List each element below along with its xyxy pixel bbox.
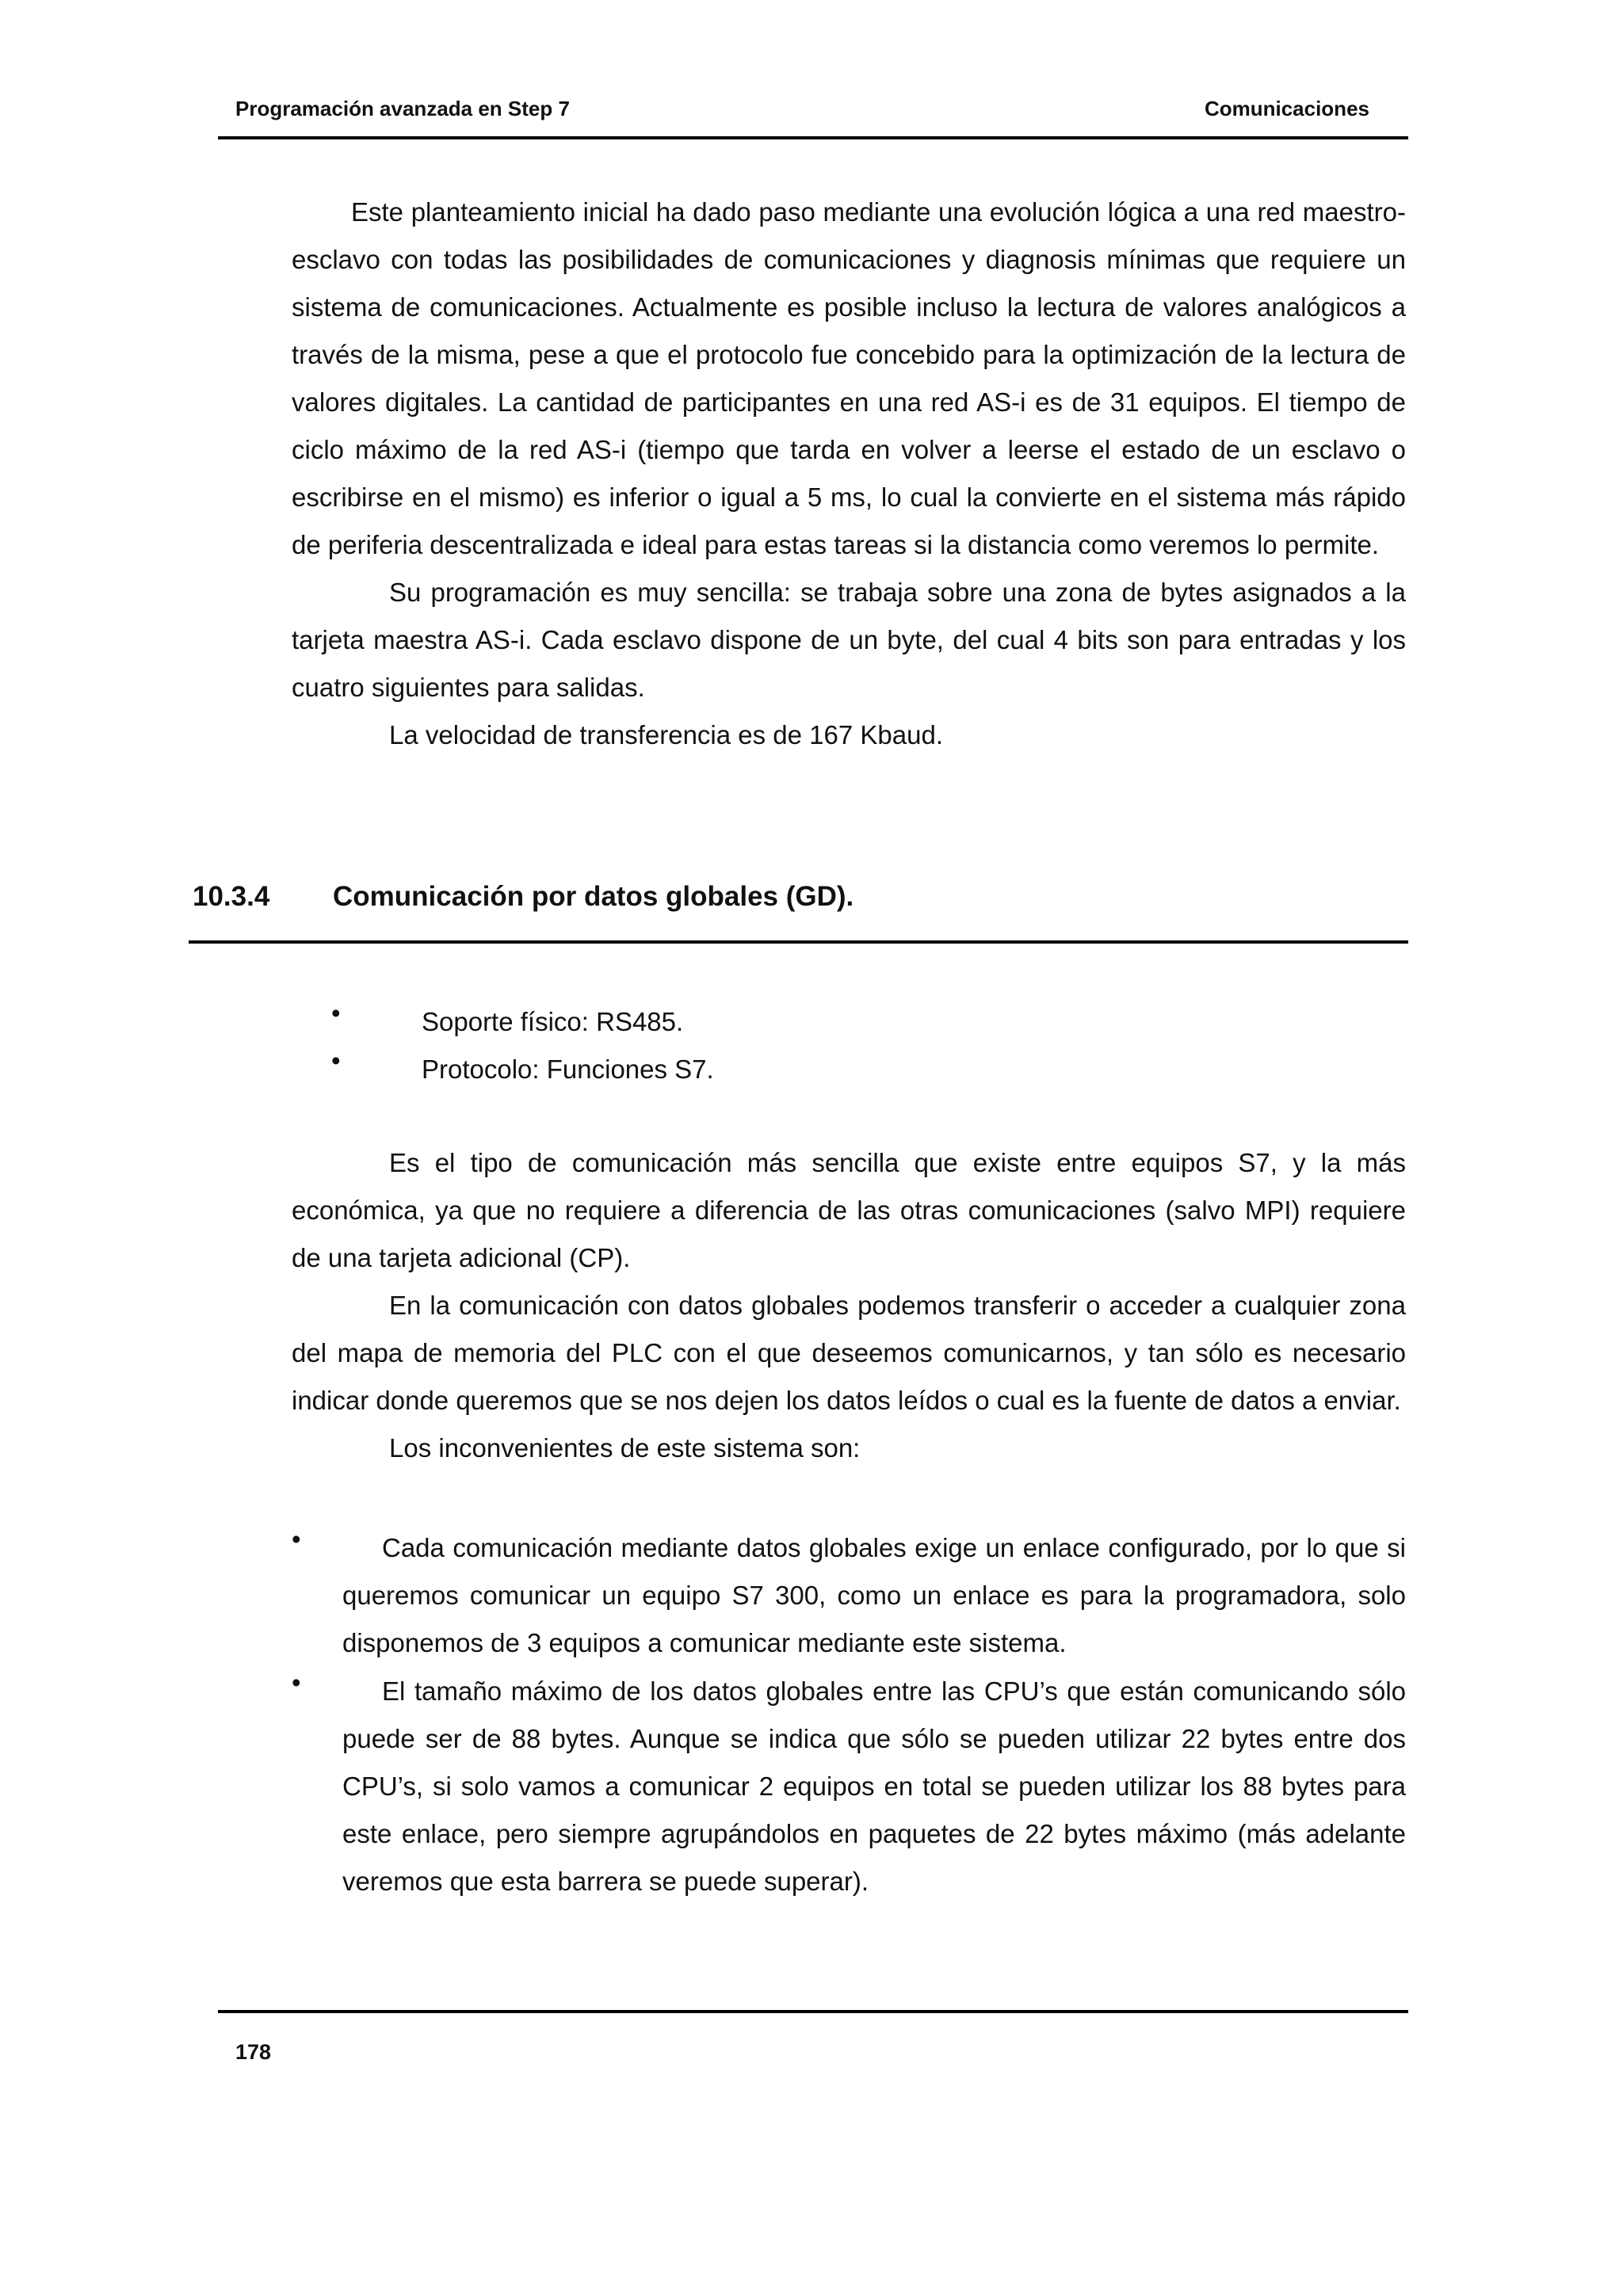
section-number: 10.3.4	[193, 881, 270, 912]
bullet-marker: •	[331, 1046, 341, 1075]
drawback-text: Cada comunicación mediante datos globales exige un enlace configurado, por lo que si queremos comunicar un equipo S7 300, como un enlace es para la programadora, solo disponemos de 3 equipos a comunicar mediante este sistema.	[342, 1533, 1406, 1657]
intro-paragraph-1: Este planteamiento inicial ha dado paso mediante una evolución lógica a una red maestro-esclavo con todas las posibilidades de comunicaciones y diagnosis mínimas que requiere un sistema de comunicaciones. Actualmente es posible incluso la lectura de valores analógicos a través de la misma, pese a que el protocolo fue concebido para la optimización de la lectura de valores digitales. La cantidad de participantes en una red AS-i es de 31 equipos. El tiempo de ciclo máximo de la red AS-i (tiempo que tarda en volver a leerse el estado de un esclavo o escribirse en el mismo) es inferior o igual a 5 ms, lo cual la convierte en el sistema más rápido de periferia descentralizada e ideal para estas tareas si la distancia como veremos lo permite.	[292, 197, 1406, 559]
header-title: Programación avanzada en Step 7	[235, 97, 570, 120]
intro-text	[292, 189, 1406, 759]
section-paragraph-2: En la comunicación con datos globales podemos transferir o acceder a cualquier zona del mapa de memoria del PLC con el que deseemos comunicarnos, y tan sólo es necesario indicar donde queremos que se nos dejen los datos leídos o cual es la fuente de datos a enviar.	[292, 1291, 1406, 1415]
spec-item-protocol: Protocolo: Funciones S7.	[422, 1055, 714, 1084]
page-number: 178	[235, 2040, 272, 2064]
header-chapter: Comunicaciones	[1204, 97, 1369, 120]
section-text	[292, 1139, 1406, 1472]
bullet-marker: •	[331, 998, 341, 1028]
intro-paragraph-3: La velocidad de transferencia es de 167 Kbaud.	[389, 720, 943, 749]
bullet-marker: •	[292, 1668, 301, 1697]
header-rule	[218, 136, 1408, 139]
drawback-text: El tamaño máximo de los datos globales entre las CPU’s que están comunicando sólo puede ser de 88 bytes. Aunque se indica que sólo se pueden utilizar 22 bytes entre dos CPU’s, si solo vamos a comunicar 2 equipos en total se pueden utilizar los 88 bytes para este enlace, pero siempre agrupándolos en paquetes de 22 bytes máximo (más adelante veremos que esta barrera se puede superar).	[342, 1676, 1406, 1896]
section-rule	[189, 940, 1408, 944]
footer-rule	[218, 2010, 1408, 2013]
spec-item-physical: Soporte físico: RS485.	[422, 1007, 684, 1036]
drawback-item-1	[342, 1524, 1406, 1667]
section-paragraph-1: Es el tipo de comunicación más sencilla que existe entre equipos S7, y la más económica, ya que no requiere a diferencia de las otras comunicaciones (salvo MPI) requiere de una tarjeta adicional (CP).	[292, 1148, 1406, 1272]
drawback-item-2	[342, 1668, 1406, 1905]
section-paragraph-3: Los inconvenientes de este sistema son:	[389, 1433, 861, 1463]
bullet-marker: •	[292, 1524, 301, 1554]
section-title: Comunicación por datos globales (GD).	[333, 881, 854, 912]
intro-paragraph-2: Su programación es muy sencilla: se trabaja sobre una zona de bytes asignados a la tarjeta maestra AS-i. Cada esclavo dispone de un byte, del cual 4 bits son para entradas y los cuatro siguientes para salidas.	[292, 578, 1406, 702]
